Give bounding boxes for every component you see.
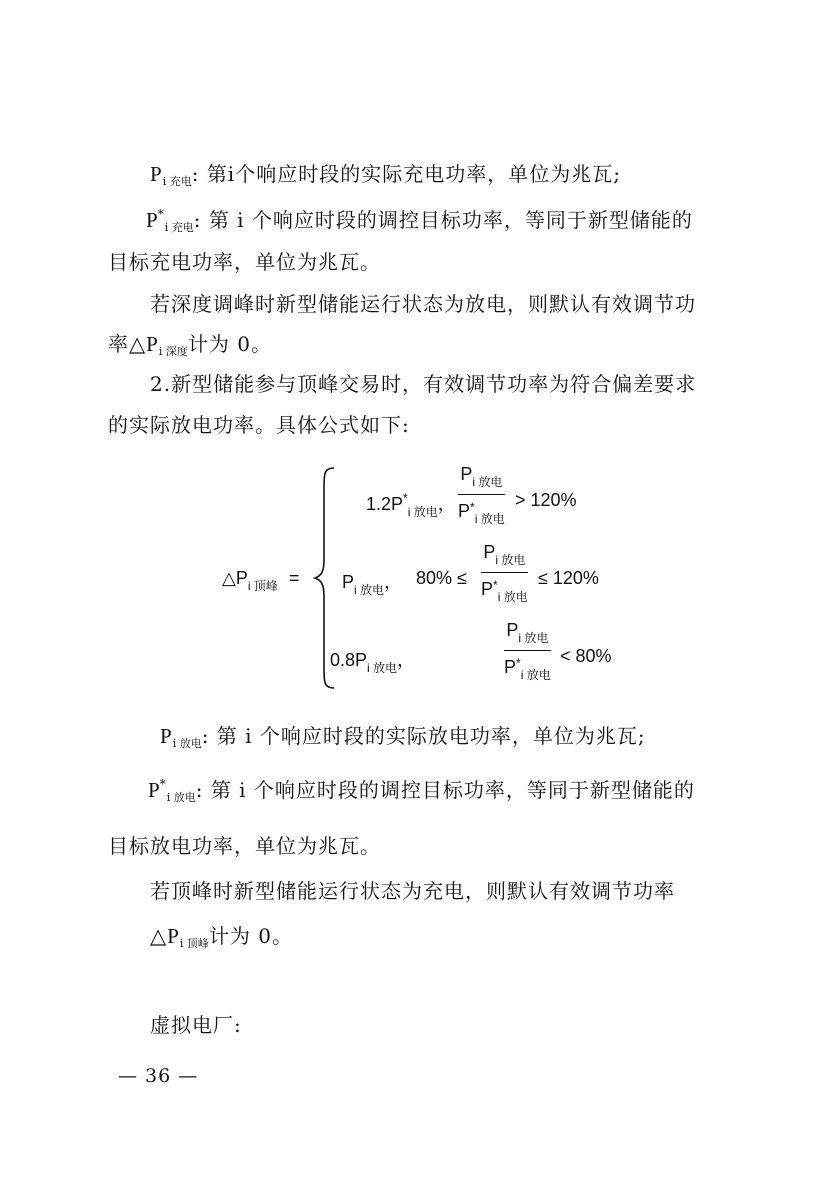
case2-fraction: $P_{i 放电}$ $P^*_{i 放电}$	[481, 542, 528, 604]
deep-rule-line2: 率$\triangle P_{i 深度}$计为 0。	[108, 332, 272, 358]
case3-value: $0.8P_{i 放电}$，	[330, 650, 416, 675]
def-discharge-target: $P^*_{i 放电}$: 第 i 个响应时段的调控目标功率，等同于新型储能的	[148, 777, 695, 804]
formula-lhs: $\triangle P_{i 顶峰}$ =	[222, 568, 300, 593]
peak-rule-line1: 若顶峰时新型储能运行状态为充电，则默认有效调节功率	[150, 879, 675, 903]
case3-fraction: $P_{i 放电}$ $P^*_{i 放电}$	[504, 620, 551, 682]
def-charge-actual: $P_{i 充电}$: 第i个响应时段的实际充电功率，单位为兆瓦;	[150, 162, 621, 188]
deep-rule-line1: 若深度调峰时新型储能运行状态为放电，则默认有效调节功	[150, 292, 696, 316]
def-discharge-actual-text: 第 i 个响应时段的实际放电功率，单位为兆瓦;	[216, 724, 646, 748]
def-charge-target: $P^*_{i 充电}$: 第 i 个响应时段的调控目标功率，等同于新型储能的	[146, 207, 693, 234]
section2-line1: 2.新型储能参与顶峰交易时，有效调节功率为符合偏差要求	[150, 372, 697, 396]
case2-lower-bound: 80% ≤	[416, 568, 467, 588]
case2-condition: ≤ 120%	[538, 568, 599, 588]
page-number: — 36 —	[118, 1065, 199, 1087]
case1-value: $1.2P^*_{i 放电}$，	[366, 491, 456, 519]
vpp-title: 虚拟电厂:	[150, 1013, 242, 1037]
def-discharge-target-text: 第 i 个响应时段的调控目标功率，等同于新型储能的	[210, 778, 695, 802]
def-charge-actual-text: 第i个响应时段的实际充电功率，单位为兆瓦;	[206, 162, 621, 186]
case2-value: $P_{i 放电}$，	[342, 572, 403, 597]
def-charge-target-cont: 目标充电功率，单位为兆瓦。	[108, 250, 381, 274]
case1-condition: > 120%	[515, 490, 577, 510]
section2-line2: 的实际放电功率。具体公式如下:	[108, 413, 410, 437]
case3-condition: < 80%	[560, 646, 612, 666]
peak-rule-line2: $\triangle P_{i 顶峰}$计为 0。	[150, 924, 293, 950]
def-discharge-target-cont: 目标放电功率，单位为兆瓦。	[108, 834, 381, 858]
def-discharge-actual: $P_{i 放电}$: 第 i 个响应时段的实际放电功率，单位为兆瓦;	[160, 724, 646, 750]
case1-fraction: $P_{i 放电}$ $P^*_{i 放电}$	[458, 464, 505, 526]
def-charge-target-text: 第 i 个响应时段的调控目标功率，等同于新型储能的	[208, 208, 693, 232]
